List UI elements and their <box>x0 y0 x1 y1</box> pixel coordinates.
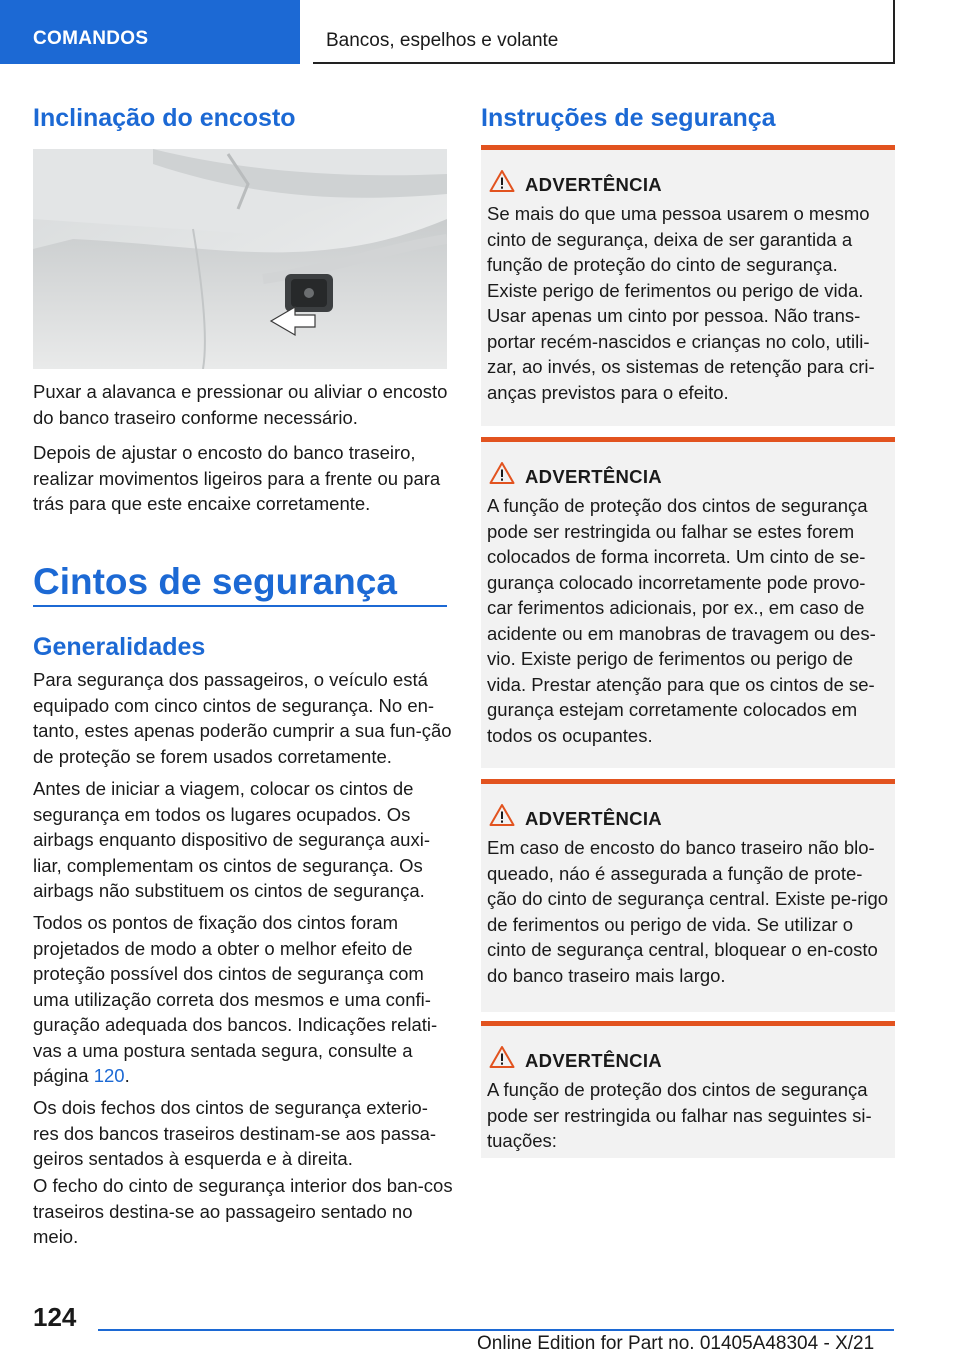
page-number: 124 <box>33 1302 77 1332</box>
warning-title: ADVERTÊNCIA <box>525 808 662 829</box>
page-reference-link[interactable]: 120 <box>93 1065 125 1086</box>
heading-generalidades: Generalidades <box>33 633 206 661</box>
warning-box <box>481 779 895 1012</box>
heading-rule <box>33 605 447 607</box>
warning-title: ADVERTÊNCIA <box>525 466 662 487</box>
warning-text: Em caso de encosto do banco traseiro não blo-queado, náo é assegurada a função de prote-ção do cinto de segurança central. Existe pe-rigo de ferimentos ou perigo de vida. Se utilizar o cinto de segurança central, bloquear o en-costo do banco traseiro mais largo. <box>487 837 889 986</box>
generalidades-paragraph-5: O fecho do cinto de segurança interior dos ban-cos traseiros destina-se ao passageiro sentado no meio. <box>33 1175 453 1247</box>
chapter-header <box>313 0 895 64</box>
generalidades-paragraph-1: Para segurança dos passageiros, o veículo está equipado com cinco cintos de segurança. No en-tanto, estes apenas poderão cumprir a sua fun-ção de proteção se forem usados corretamente. <box>33 669 452 767</box>
warning-text: Se mais do que uma pessoa usarem o mesmo cinto de segurança, deixa de ser garantida a função de proteção do cinto de segurança. Existe perigo de ferimentos ou perigo de vida. Usar apenas um cinto por pessoa. Não trans-portar recém-nascidos e crianças no colo, utili-zar, ao invés, os sistemas de retenção para cri-anças previstos para o efeito. <box>487 203 875 403</box>
warning-box <box>481 145 895 426</box>
warning-triangle-icon <box>489 169 515 193</box>
warning-title: ADVERTÊNCIA <box>525 174 662 195</box>
generalidades-paragraph-2: Antes de iniciar a viagem, colocar os cintos de segurança em todos os lugares ocupados. Os airbags enquanto dispositivo de segurança auxi-liar, complementam os cintos de segurança. Os airbags não substituem os cintos de segurança. <box>33 778 430 901</box>
section-label: COMANDOS <box>33 28 149 49</box>
warning-title: ADVERTÊNCIA <box>525 1050 662 1071</box>
warning-triangle-icon <box>489 1045 515 1069</box>
warning-text: A função de proteção dos cintos de segurança pode ser restringida ou falhar se estes forem colocados de forma incorreta. Um cinto de se-gurança colocado incorretamente pode provo-car ferimentos adicionais, por ex., em caso de acidente ou em manobras de travagem ou des-vio. Existe perigo de ferimentos ou perigo de vida. Prestar atenção para que os cintos de se-gurança estejam corretamente colocados em todos os ocupantes. <box>487 495 876 746</box>
seat-backrest-photo <box>33 149 447 369</box>
chapter-title: Bancos, espelhos e volante <box>326 30 559 51</box>
warning-triangle-icon <box>489 803 515 827</box>
warning-box <box>481 437 895 768</box>
inclinacao-paragraph-1: Puxar a alavanca e pressionar ou aliviar o encosto do banco traseiro conforme necessário. <box>33 381 448 428</box>
generalidades-paragraph-3-text: Todos os pontos de fixação dos cintos foram projetados de modo a obter o melhor efeito de proteção possível dos cintos de segurança com uma utilização correta dos mesmos e uma confi-guração adequada dos bancos. Indicações relati-vas a uma postura sentada segura, consulte a página <box>33 912 438 1086</box>
warning-box <box>481 1021 895 1158</box>
inclinacao-paragraph-2: Depois de ajustar o encosto do banco traseiro, realizar movimentos ligeiros para a frente ou para trás para que este encaixe corretamente. <box>33 442 441 514</box>
warning-text: A função de proteção dos cintos de segurança pode ser restringida ou falhar nas seguintes si-tuações: <box>487 1079 872 1151</box>
footer-rule <box>98 1329 894 1331</box>
generalidades-paragraph-3-end: . <box>124 1065 130 1086</box>
footer-edition: Online Edition for Part no. 01405A48304 - X/21 <box>477 1333 875 1354</box>
heading-instrucoes: Instruções de segurança <box>481 104 776 132</box>
generalidades-paragraph-4: Os dois fechos dos cintos de segurança exterio-res dos bancos traseiros destinam-se aos passa-geiros sentados à esquerda e à direita. <box>33 1097 437 1169</box>
heading-cintos: Cintos de segurança <box>33 561 397 602</box>
heading-inclinacao: Inclinação do encosto <box>33 104 296 132</box>
warning-triangle-icon <box>489 461 515 485</box>
generalidades-paragraph-3 <box>33 910 453 1089</box>
section-tab <box>0 0 300 64</box>
